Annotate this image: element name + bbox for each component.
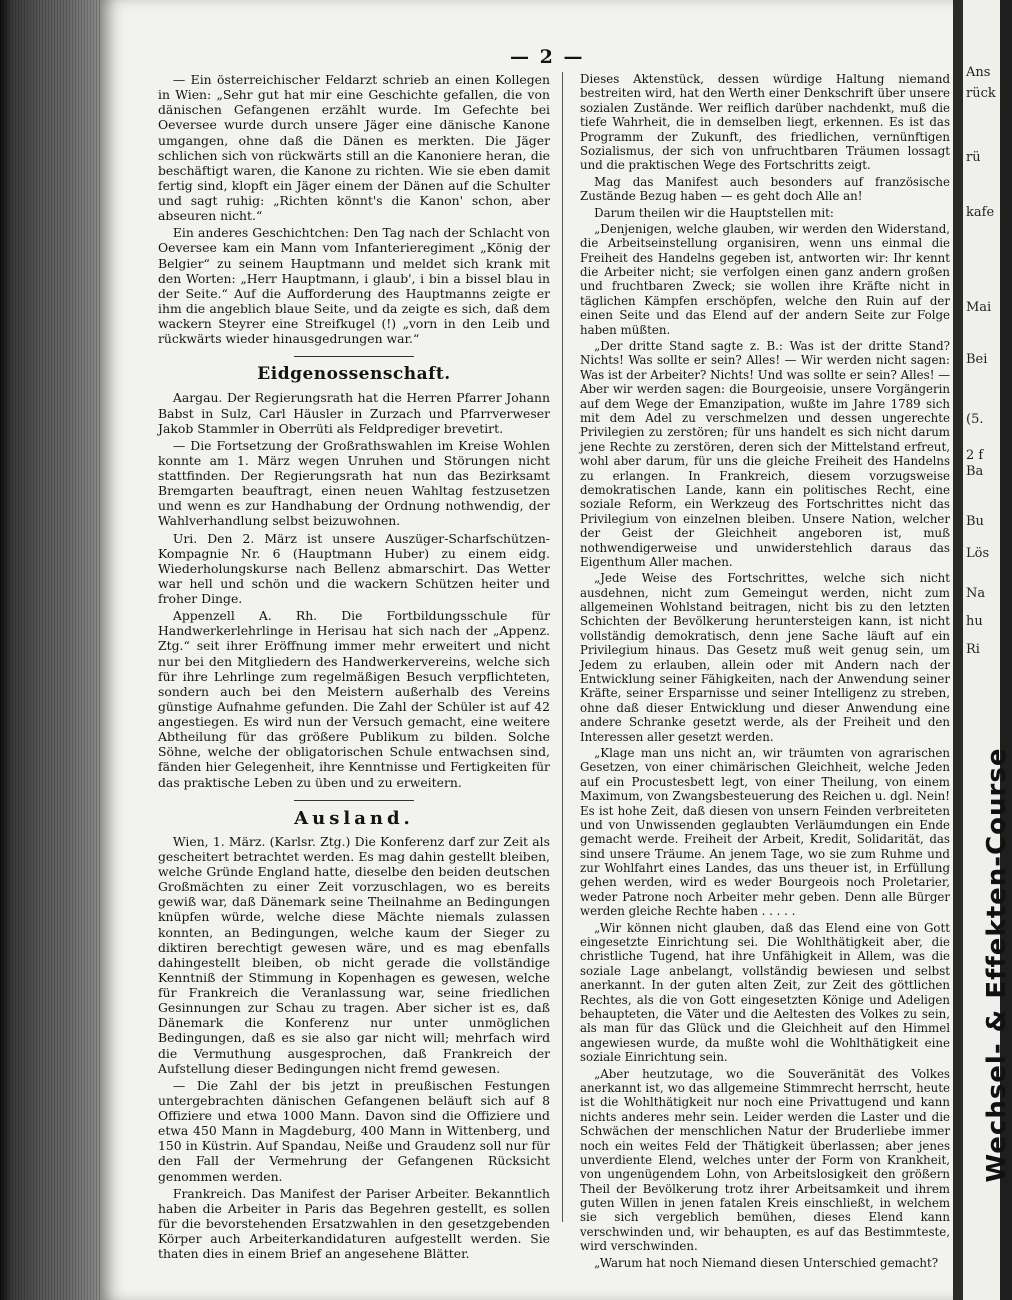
left-column bbox=[158, 72, 550, 1263]
article-paragraph: „Warum hat noch Niemand diesen Unterschied gemacht? bbox=[594, 1255, 939, 1270]
section-heading: Eidgenossenschaft. bbox=[257, 364, 451, 385]
edge-fragment: Ri bbox=[966, 642, 980, 657]
article-paragraph: — Die Fortsetzung der Großrathswahlen im Kreise Wohlen konnte am 1. März wegen Unruhen und Störungen nicht stattfinden. Der Regierungsrath hat nun das Bezirksamt Bremgarten beauftragt, einen neuen Wahltag festzusetzen und wenn es zur Handhabung der Ordnung nothwendig, der Wahlverhandlung selbst beizuwohnen. bbox=[158, 437, 550, 529]
edge-fragment: Lös bbox=[966, 546, 990, 561]
article-paragraph: — Die Zahl der bis jetzt in preußischen Festungen untergebrachten dänischen Gefangenen beläuft sich auf 8 Offiziere und etwa 1000 Mann. Davon sind die Offiziere und etwa 450 Mann in Magdeburg, 400 Mann in Wittenberg, und 150 in Küstrin. Auf Spandau, Neiße und Graudenz soll nur für den Fall der Vermehrung der Gefangenen Rücksicht genommen werden. bbox=[158, 1077, 550, 1184]
section-divider bbox=[294, 356, 414, 357]
column-rule bbox=[562, 72, 563, 1222]
edge-fragment: hu bbox=[966, 614, 983, 629]
article-paragraph: Ein anderes Geschichtchen: Den Tag nach der Schlacht von Oeversee kam ein Mann vom Infanterieregiment „König der Belgier“ zu seinem Hauptmann und meldet sich krank mit den Worten: „Herr Hauptmann, i glaub', i bin a bissel blau in der Seite.“ Auf die Aufforderung des Hauptmanns zeigte er ihm die angeblich blaue Seite, und da zeigte es sich, daß dem wackern Steyrer eine Streifkugel (!) „vorn in den Leib und rückwärts wieder hinausgedrungen war.“ bbox=[158, 225, 550, 347]
edge-fragment: 2 f bbox=[966, 448, 984, 463]
article-paragraph: „Klage man uns nicht an, wir träumten von agrarischen Gesetzen, von einer chimärischen Gleichheit, welche Jeden auf ein Procustesbett legt, von einer Theilung, von einem Maximum, von Zwangsbesteuerung des Reichen u. dgl. Nein! Es ist hohe Zeit, daß diesen von unsern Feinden verbreiteten und von Unwissenden geglaubten Verläumdungen ein Ende gemacht werde. Freiheit der Arbeit, Kredit, Solidarität, das sind unsere Träume. An jenem Tage, wo sie zum Ruhme und zur Wohlfahrt eines Landes, das uns theuer ist, in Erfüllung gehen werden, wird es weder Bourgeois noch Proletarier, weder Patrone noch Arbeiter mehr geben. Denn alle Bürger werden gleiche Rechte haben . . . . . bbox=[580, 745, 950, 919]
page-number: — 2 — bbox=[510, 46, 585, 68]
article-paragraph: „Jede Weise des Fortschrittes, welche sich nicht ausdehnen, nicht zum Gemeingut werden, nicht zum allgemeinen Wohlstand beitragen, nicht bis zu den letzten Schichten der Bevölkerung heruntersteigen kann, ist nicht vollständig demokratisch, denn jene Sache läuft auf ein Privilegium hinaus. Das Gesetz muß weit genug sein, um Jedem zu erlauben, allein oder mit Andern nach der Entwicklung seiner Fähigkeiten, nach der Anwendung seiner Kräfte, seiner Ersparnisse und seiner Intelligenz zu streben, ohne daß dieser Entwicklung und dieser Anwendung eine andere Schranke gesetzt werde, als der Freiheit und den Interessen aller gesetzt werden. bbox=[580, 571, 950, 744]
article-paragraph: Darum theilen wir die Hauptstellen mit: bbox=[594, 205, 834, 220]
article-paragraph: — Ein österreichischer Feldarzt schrieb an einen Kollegen in Wien: „Sehr gut hat mir eine Geschichte gefallen, die von dänischen Gefangenen erzählt wurde. Im Gefechte bei Oeversee wurde durch unsere Jäger eine dänische Kanone umgangen, ohne daß die Dänen es merkten. Die Jäger schlichen sich von rückwärts still an die Kanoniere heran, die beschäftigt waren, die Kanone zu richten. Wie sie eben damit fertig sind, klopft ein Jäger einem der Dänen auf die Schulter und sagt ruhig: „Richten könnt's die Kanon' schon, aber abseuren nicht.“ bbox=[158, 72, 550, 224]
article-paragraph: Frankreich. Das Manifest der Pariser Arbeiter. Bekanntlich haben die Arbeiter in Paris das Begehren gestellt, es sollen für die bevorstehenden Ersatzwahlen in den gesetzgebenden Körper auch Arbeiterkandidaturen aufgestellt werden. Sie thaten dies in einem Brief an angesehene Blätter. bbox=[158, 1185, 550, 1262]
article-paragraph: Aargau. Der Regierungsrath hat die Herren Pfarrer Johann Babst in Sulz, Carl Häusler in Zurzach und Pfarrverweser Jakob Stammler in Oberrüti als Feldprediger brevetirt. bbox=[158, 390, 550, 436]
edge-fragment: Ans bbox=[966, 65, 991, 80]
article-paragraph: „Wir können nicht glauben, daß das Elend eine von Gott eingesetzte Einrichtung sei. Die Wohlthätigkeit aber, die christliche Tugend, hat ihre Unfähigkeit in Allem, was die soziale Lage anbelangt, vollständig bewiesen und selbst anerkannt. In der guten alten Zeit, zur Zeit des göttlichen Rechtes, als die von Gott eingesetzten Könige und Adeligen behaupteten, die Väter und die Aeltesten des Volkes zu sein, als man für das Glück und die Gleichheit auf den Himmel angewiesen wurde, da mußte wohl die Wohlthätigkeit eine soziale Einrichtung sein. bbox=[580, 920, 950, 1065]
edge-fragment: Na bbox=[966, 586, 986, 601]
edge-vertical-heading bbox=[967, 690, 1012, 1250]
section-heading: Ausland. bbox=[294, 807, 414, 829]
article-paragraph: Dieses Aktenstück, dessen würdige Haltung niemand bestreiten wird, hat den Werth einer Denkschrift über unsere sozialen Zustände. Wer reiflich darüber nachdenkt, muß die tiefe Wahrheit, die in demselben liegt, erkennen. Es ist das Programm der Zukunft, des friedlichen, vernünftigen Sozialismus, der sich von unfruchtbaren Träumen lossagt und die praktischen Wege des Fortschritts zeigt. bbox=[580, 72, 950, 173]
article-paragraph: Wien, 1. März. (Karlsr. Ztg.) Die Konferenz darf zur Zeit als gescheitert betrachtet werden. Es mag dahin gestellt bleiben, welche Gründe England hatte, dieselbe den beiden deutschen Großmächten zu einer Zeit vorzuschlagen, wo es bereits gewiß war, daß Dänemark seine Theilnahme an Bedingungen knüpfen würde, welche diese Mächte niemals zulassen konnten, an Bedingungen, welche kaum der Sieger zu diktiren berechtigt gewesen wäre, und es mag ebenfalls dahingestellt bleiben, ob nicht gerade die vollständige Kenntniß der Stimmung in Kopenhagen es gewesen, welche für Frankreich die Veranlassung war, seine friedlichen Gesinnungen zur Schau zu tragen. Aber sicher ist es, daß Dänemark die Konferenz nur unter unmöglichen Bedingungen, daß es sie also gar nicht will; mehrfach wird die Vermuthung ausgesprochen, daß Frankreich der Aufstellung dieser Bedingungen nicht fremd gewesen. bbox=[158, 833, 550, 1076]
edge-fragment: Mai bbox=[966, 300, 992, 315]
article-paragraph: „Aber heutzutage, wo die Souveränität des Volkes anerkannt ist, wo das allgemeine Stimmrecht herrscht, heute ist die Wohlthätigkeit nur noch eine Privattugend und kann nichts anderes mehr sein. Leider werden die Laster und die Schwächen der menschlichen Natur der Bruderliebe immer noch ein weites Feld der Thätigkeit überlassen; aber jenes unverdiente Elend, welches unter der Form von Krankheit, von ungenügendem Lohn, von Arbeitslosigkeit den größern Theil der Bevölkerung trotz ihrer Arbeitsamkeit und ihrem guten Willen in jenen fatalen Kreis einschließt, in welchem sie sich vergeblich bemühen, dieses Elend kann verschwinden und, wir behaupten, es auf das Bestimmteste, wird verschwinden. bbox=[580, 1066, 950, 1254]
edge-fragment: Bei bbox=[966, 352, 988, 367]
book-binding bbox=[0, 0, 100, 1300]
article-paragraph: „Der dritte Stand sagte z. B.: Was ist der dritte Stand? Nichts! Was sollte er sein? Alles! — Wir werden nicht sagen: Was ist der Arbeiter? Nichts! Und was sollte er sein? Alles! — Aber wir werden sagen: die Bourgeoisie, unsere Vorgängerin auf dem Wege der Emanzipation, wußte im Jahre 1789 sich mit dem Adel zu verschmelzen und dessen ungerechte Privilegien zu zerstören; für uns handelt es sich nicht darum jene Rechte zu zerstören, deren sich der Mittelstand erfreut, wohl aber darum, für uns die gleiche Freiheit des Handelns zu erlangen. In Frankreich, diesem vorzugsweise demokratischen Lande, kann ein politisches Recht, eine soziale Reform, ein Werkzeug des Fortschrittes nicht das Privilegium von einzelnen bleiben. Unsere Nation, welcher der Geist der Gleichheit angeboren ist, muß nothwendigerweise und unwiderstehlich daraus das Eigenthum Aller machen. bbox=[580, 339, 950, 569]
article-paragraph: Appenzell A. Rh. Die Fortbildungsschule für Handwerkerlehrlinge in Herisau hat sich nach der „Appenz. Ztg.“ seit ihrer Eröffnung immer mehr erweitert und nicht nur bei den Mitgliedern des Handwerkervereins, welche sich für ihre Lehrlinge zum regelmäßigen Besuch verpflichteten, sondern auch bei den Meistern außerhalb des Vereins günstige Aufnahme gefunden. Die Zahl der Schüler ist auf 42 angestiegen. Es wird nun der Versuch gemacht, eine weitere Abtheilung für das größere Publikum zu bilden. Solche Söhne, welche der obligatorischen Schule entwachsen sind, fänden hier Gelegenheit, ihre Kenntnisse und Fertigkeiten für das praktische Leben zu üben und zu erweitern. bbox=[158, 608, 550, 790]
page-gutter bbox=[953, 0, 963, 1300]
edge-fragment: (5. bbox=[966, 412, 984, 427]
section-divider bbox=[294, 800, 414, 801]
edge-fragment: kafe bbox=[966, 205, 995, 220]
adjacent-page-edge bbox=[963, 0, 1012, 1300]
edge-fragment: rück bbox=[966, 86, 996, 101]
article-paragraph: Mag das Manifest auch besonders auf französische Zustände Bezug haben — es geht doch Alle an! bbox=[580, 174, 950, 204]
edge-fragment: Ba bbox=[966, 464, 984, 479]
article-paragraph: Uri. Den 2. März ist unsere Auszüger-Scharfschützen-Kompagnie Nr. 6 (Hauptmann Huber) zu einem eidg. Wiederholungskurse nach Bellenz abmarschirt. Das Wetter war hell und schön und die wackern Schützen heiter und froher Dinge. bbox=[158, 530, 550, 606]
edge-fragment: rü bbox=[966, 150, 981, 165]
edge-fragment: Bu bbox=[966, 514, 984, 529]
edge-vertical-text: Wechsel- & Effekten-Course bbox=[982, 747, 1012, 1183]
article-paragraph: „Denjenigen, welche glauben, wir werden den Widerstand, die Arbeitseinstellung organisiren, wenn uns einmal die Freiheit des Handelns gegeben ist, antworten wir: Ihr kennt die Arbeiter nicht; sie verfolgen einen ganz andern großen und fruchtbaren Zweck; sie wollen ihre Kräfte nicht in täglichen Kämpfen erschöpfen, welche den Ruin auf der einen Seite und das Elend auf der andern Seite zur Folge haben müßten. bbox=[580, 221, 950, 337]
right-column bbox=[580, 72, 950, 1272]
